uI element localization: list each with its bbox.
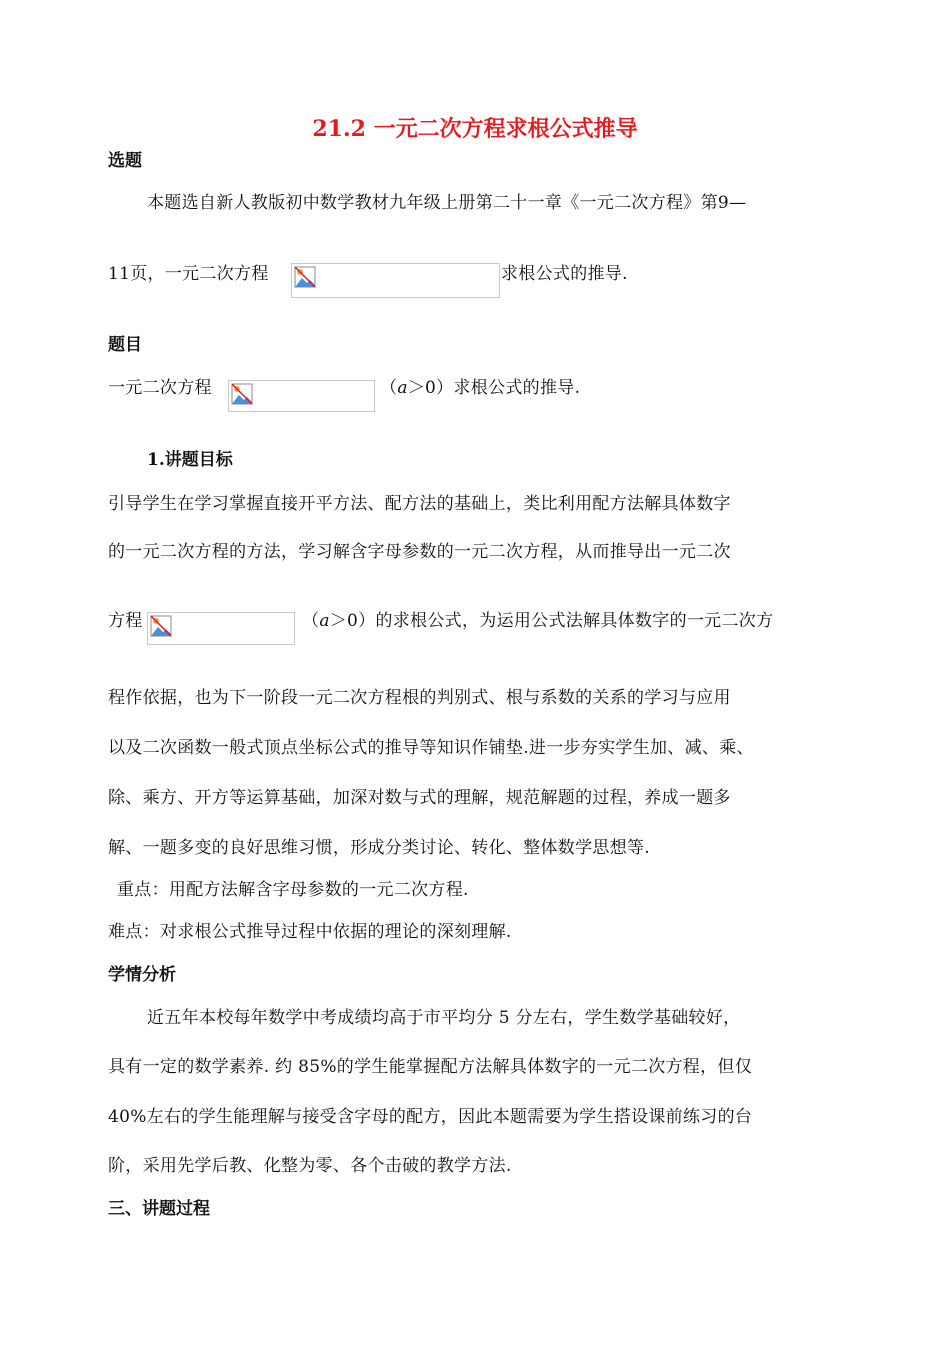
paragraph-line: 引导学生在学习掌握直接开平方法、配方法的基础上，类比利用配方法解具体数字 — [108, 494, 731, 514]
broken-image-equation — [147, 612, 295, 645]
page-title: 21.2 一元二次方程求根公式推导 — [312, 116, 638, 142]
paragraph-line: 一元二次方程 — [108, 378, 212, 398]
broken-image-icon — [150, 615, 172, 637]
broken-image-icon — [294, 266, 316, 288]
paragraph-line: 以及二次函数一般式顶点坐标公式的推导等知识作铺垫.进一步夯实学生加、减、乘、 — [108, 738, 754, 758]
paragraph-line: 程作依据，也为下一阶段一元二次方程根的判别式、根与系数的关系的学习与应用 — [108, 688, 731, 708]
section-heading-timu: 题目 — [108, 335, 142, 355]
paragraph-line: 重点：用配方法解含字母参数的一元二次方程. — [117, 880, 469, 900]
section-heading-process: 三、讲题过程 — [108, 1199, 210, 1219]
paragraph-line: 求根公式的推导. — [501, 264, 628, 284]
paragraph-line: 除、乘方、开方等运算基础，加深对数与式的理解，规范解题的过程，养成一题多 — [108, 788, 731, 808]
paragraph-line: 40%左右的学生能理解与接受含字母的配方，因此本题需要为学生搭设课前练习的台 — [108, 1107, 753, 1127]
broken-image-icon — [231, 383, 253, 405]
paragraph-line: 近五年本校每年数学中考成绩均高于市平均分 5 分左右，学生数学基础较好， — [147, 1008, 741, 1028]
paragraph-line: 难点：对求根公式推导过程中依据的理论的深刻理解. — [108, 922, 512, 942]
broken-image-equation — [291, 263, 500, 298]
section-heading-goal: 1.讲题目标 — [147, 450, 233, 470]
paragraph-line: 的一元二次方程的方法，学习解含字母参数的一元二次方程，从而推导出一元二次 — [108, 542, 731, 562]
paragraph-line: （a＞0）的求根公式，为运用公式法解具体数字的一元二次方 — [302, 611, 774, 631]
section-heading-xuanti: 选题 — [108, 151, 142, 171]
broken-image-equation — [228, 380, 375, 412]
paragraph-line: （a＞0）求根公式的推导. — [380, 378, 581, 398]
paragraph-line: 阶，采用先学后教、化整为零、各个击破的教学方法. — [108, 1156, 512, 1176]
section-heading-xueqing: 学情分析 — [108, 965, 176, 985]
paragraph-line: 11页，一元二次方程 — [108, 264, 269, 284]
paragraph-line: 本题选自新人教版初中数学教材九年级上册第二十一章《一元二次方程》第9— — [147, 193, 747, 213]
paragraph-line: 方程 — [108, 611, 143, 631]
paragraph-line: 解、一题多变的良好思维习惯，形成分类讨论、转化、整体数学思想等. — [108, 838, 651, 858]
paragraph-line: 具有一定的数学素养. 约 85%的学生能掌握配方法解具体数字的一元二次方程，但仅 — [108, 1057, 752, 1077]
